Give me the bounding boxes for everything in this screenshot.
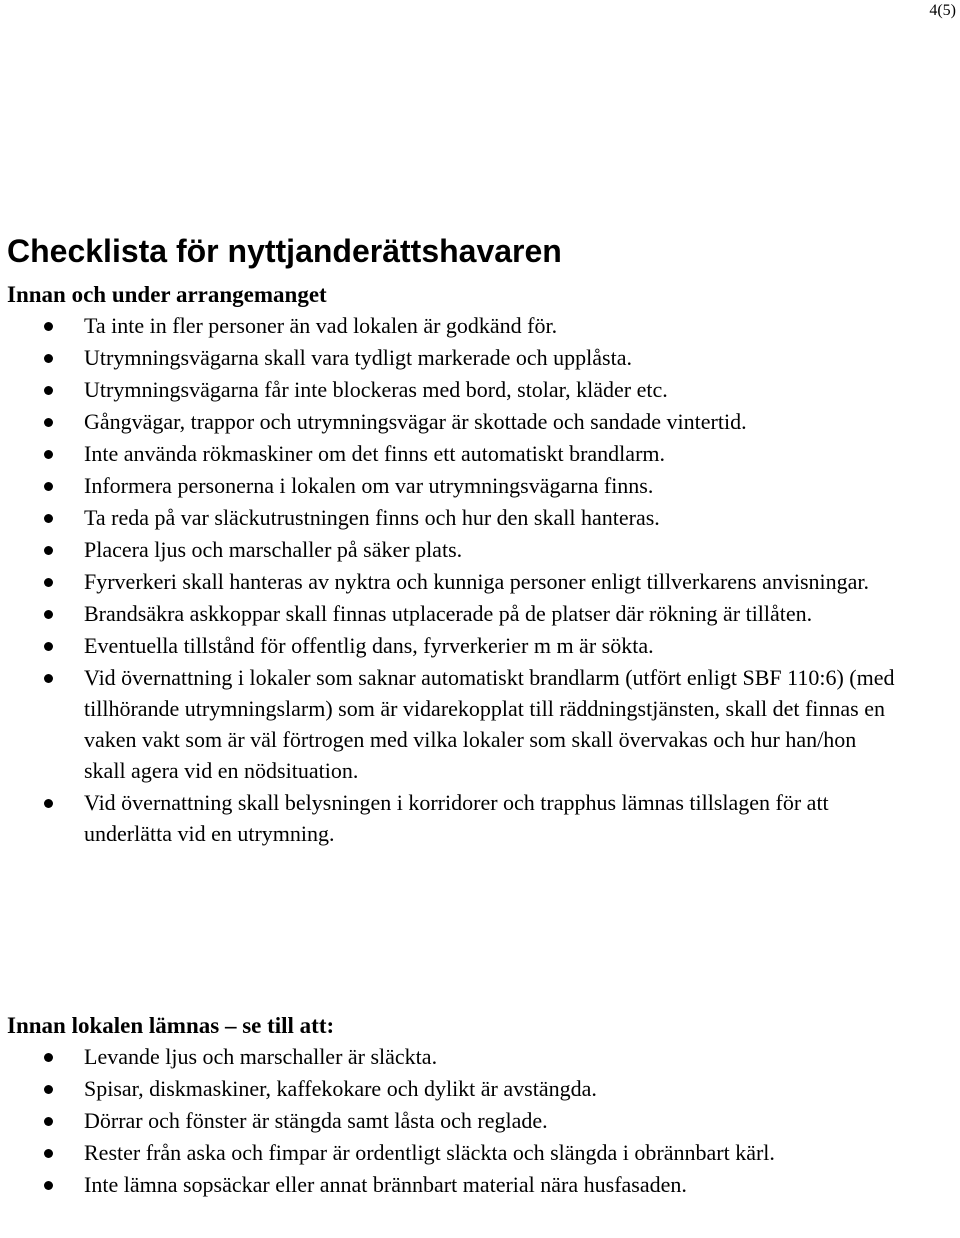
list-item-text: Dörrar och fönster är stängda samt låsta och reglade.: [84, 1108, 548, 1133]
bullet-icon: [44, 450, 53, 459]
list-item-text: Utrymningsvägarna skall vara tydligt markerade och upplåsta.: [84, 345, 632, 370]
list-item: [0, 438, 900, 469]
list-item: [0, 662, 900, 786]
bullet-icon: [44, 386, 53, 395]
bullet-icon: [44, 674, 53, 683]
list-item-text: Ta reda på var släckutrustningen finns och hur den skall hanteras.: [84, 505, 660, 530]
list-item: [0, 374, 900, 405]
list-item-text: Placera ljus och marschaller på säker plats.: [84, 537, 463, 562]
list-item-text: Fyrverkeri skall hanteras av nyktra och kunniga personer enligt tillverkarens anvisningar.: [84, 569, 870, 594]
list-item: [0, 502, 900, 533]
list-item-text: Gångvägar, trappor och utrymningsvägar är skottade och sandade vintertid.: [84, 409, 747, 434]
bullet-icon: [44, 354, 53, 363]
list-item: [0, 342, 900, 373]
bullet-icon: [44, 799, 53, 808]
list-item: [0, 1169, 900, 1200]
list-item-text: Informera personerna i lokalen om var utrymningsvägarna finns.: [84, 473, 654, 498]
page-title: Checklista för nyttjanderättshavaren: [7, 233, 562, 269]
bullet-icon: [44, 642, 53, 651]
list-item: [0, 470, 900, 501]
bullet-icon: [44, 546, 53, 555]
checklist-before-leaving: [0, 1041, 900, 1200]
bullet-icon: [44, 482, 53, 491]
bullet-icon: [44, 1085, 53, 1094]
bullet-icon: [44, 1149, 53, 1158]
list-item: [0, 566, 900, 597]
bullet-icon: [44, 514, 53, 523]
list-item-text: Brandsäkra askkoppar skall finnas utplacerade på de platser där rökning är tillåten.: [84, 601, 813, 626]
section-heading-during-event: Innan och under arrangemanget: [7, 282, 327, 307]
list-item: [0, 406, 900, 437]
list-item: [0, 787, 900, 849]
list-item-text: Eventuella tillstånd för offentlig dans, fyrverkerier m m är sökta.: [84, 633, 654, 658]
list-item: [0, 310, 900, 341]
bullet-icon: [44, 578, 53, 587]
list-item: [0, 534, 900, 565]
list-item-text: Ta inte in fler personer än vad lokalen är godkänd för.: [84, 313, 558, 338]
checklist-during-event: [0, 310, 900, 849]
list-item: [0, 1041, 900, 1072]
list-item-text: Inte lämna sopsäckar eller annat brännbart material nära husfasaden.: [84, 1172, 687, 1197]
list-item-text: Vid övernattning skall belysningen i korridorer och trapphus lämnas tillslagen för att underlätta vid en utrymning.: [84, 790, 829, 846]
page-number: 4(5): [929, 2, 956, 19]
list-item-text: Inte använda rökmaskiner om det finns ett automatiskt brandlarm.: [84, 441, 666, 466]
list-item-text: Levande ljus och marschaller är släckta.: [84, 1044, 438, 1069]
bullet-icon: [44, 1117, 53, 1126]
list-item-text: Vid övernattning i lokaler som saknar automatiskt brandlarm (utfört enligt SBF 110:6) (med tillhörande utrymningslarm) som är vidarekopplat till räddningstjänsten, skall det finnas en vaken vakt som är väl förtrogen med vilka lokaler som skall övervakas och hur han/hon skall agera vid en nödsituation.: [84, 665, 895, 783]
bullet-icon: [44, 322, 53, 331]
section-heading-before-leaving: Innan lokalen lämnas – se till att:: [7, 1013, 335, 1038]
bullet-icon: [44, 610, 53, 619]
list-item: [0, 630, 900, 661]
list-item-text: Rester från aska och fimpar är ordentligt släckta och slängda i obrännbart kärl.: [84, 1140, 775, 1165]
list-item: [0, 1137, 900, 1168]
list-item-text: Utrymningsvägarna får inte blockeras med bord, stolar, kläder etc.: [84, 377, 668, 402]
list-item: [0, 598, 900, 629]
bullet-icon: [44, 1181, 53, 1190]
bullet-icon: [44, 418, 53, 427]
bullet-icon: [44, 1053, 53, 1062]
list-item: [0, 1105, 900, 1136]
list-item-text: Spisar, diskmaskiner, kaffekokare och dylikt är avstängda.: [84, 1076, 597, 1101]
list-item: [0, 1073, 900, 1104]
